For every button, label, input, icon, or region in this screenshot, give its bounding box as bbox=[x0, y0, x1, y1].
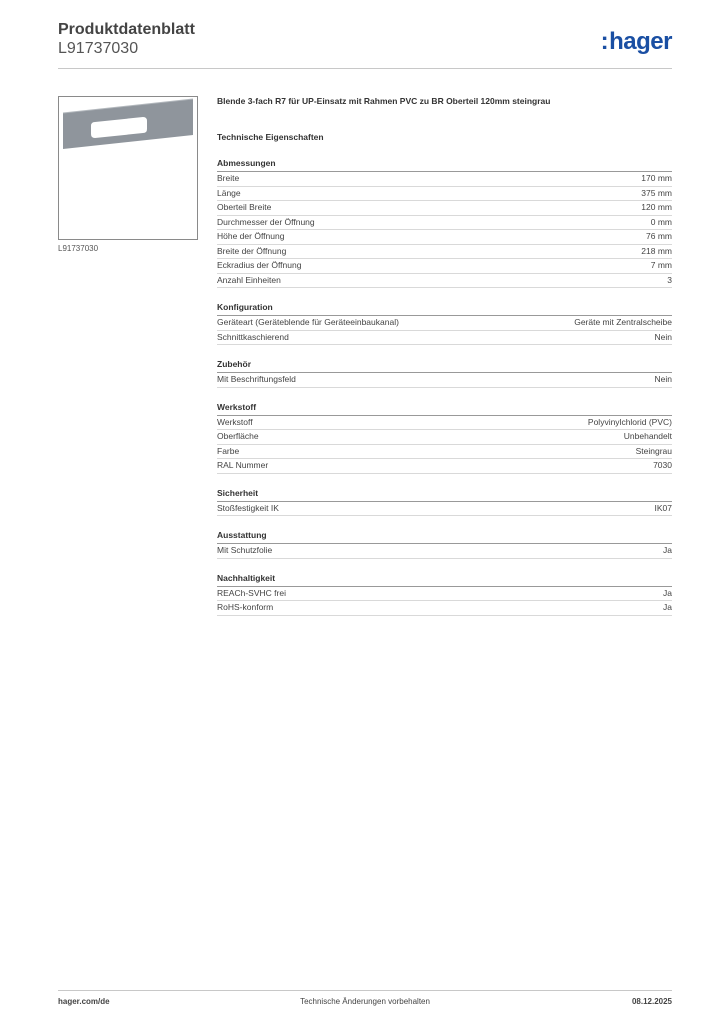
section-nachhaltigkeit bbox=[217, 573, 672, 616]
page-title: Produktdatenblatt bbox=[58, 21, 195, 38]
section-title: Abmessungen bbox=[217, 158, 672, 172]
footer-note: Technische Änderungen vorbehalten bbox=[300, 997, 430, 1006]
property-value: 3 bbox=[667, 274, 672, 285]
property-label: Anzahl Einheiten bbox=[217, 274, 281, 285]
product-title: Blende 3-fach R7 für UP-Einsatz mit Rahmen PVC zu BR Oberteil 120mm steingrau bbox=[217, 96, 551, 106]
section-title: Nachhaltigkeit bbox=[217, 573, 672, 587]
property-row bbox=[217, 373, 672, 388]
property-value: Polyvinylchlorid (PVC) bbox=[587, 416, 672, 427]
property-value: Steingrau bbox=[635, 445, 672, 456]
property-label: REACh-SVHC frei bbox=[217, 587, 286, 598]
property-row bbox=[217, 259, 672, 274]
footer-date: 08.12.2025 bbox=[631, 997, 672, 1006]
property-row bbox=[217, 430, 672, 445]
property-row bbox=[217, 416, 672, 431]
property-label: Geräteart (Geräteblende für Geräteeinbaukanal) bbox=[217, 317, 399, 327]
property-label: Stoßfestigkeit IK bbox=[217, 502, 279, 513]
property-value: 7 mm bbox=[650, 260, 672, 270]
property-row bbox=[217, 274, 672, 289]
property-value: Nein bbox=[654, 331, 672, 342]
section-title: Sicherheit bbox=[217, 488, 672, 502]
section-werkstoff bbox=[217, 402, 672, 474]
property-value: Nein bbox=[654, 374, 672, 384]
hager-logo: :hager bbox=[600, 28, 672, 55]
properties-sections bbox=[217, 158, 672, 616]
property-label: Mit Beschriftungsfeld bbox=[217, 374, 296, 384]
property-value: IK07 bbox=[654, 502, 672, 513]
property-label: Oberteil Breite bbox=[217, 202, 272, 212]
property-value: 120 mm bbox=[641, 202, 672, 212]
property-value: Geräte mit Zentralscheibe bbox=[574, 317, 672, 327]
property-label: Durchmesser der Öffnung bbox=[217, 216, 315, 227]
property-label: Mit Schutzfolie bbox=[217, 545, 273, 555]
property-row bbox=[217, 459, 672, 474]
property-value: 0 mm bbox=[650, 216, 672, 227]
property-label: Farbe bbox=[217, 445, 240, 456]
property-label: Länge bbox=[217, 187, 241, 198]
product-illustration bbox=[59, 97, 197, 239]
image-caption: L91737030 bbox=[58, 244, 99, 253]
property-value: Ja bbox=[663, 602, 672, 612]
section-title: Werkstoff bbox=[217, 402, 672, 416]
property-row bbox=[217, 216, 672, 231]
section-ausstattung bbox=[217, 530, 672, 559]
main-content bbox=[217, 96, 672, 616]
property-row bbox=[217, 502, 672, 517]
property-value: 375 mm bbox=[641, 187, 672, 198]
section-zubehör bbox=[217, 359, 672, 388]
property-row bbox=[217, 172, 672, 187]
property-label: Höhe der Öffnung bbox=[217, 231, 285, 241]
property-label: Schnittkaschierend bbox=[217, 331, 289, 342]
property-value: 170 mm bbox=[641, 173, 672, 183]
property-value: Ja bbox=[663, 545, 672, 555]
property-row bbox=[217, 245, 672, 260]
footer-website: hager.com/de bbox=[58, 997, 110, 1006]
property-label: Breite der Öffnung bbox=[217, 245, 287, 256]
property-row bbox=[217, 587, 672, 602]
property-value: 7030 bbox=[653, 460, 672, 470]
property-label: Werkstoff bbox=[217, 416, 253, 427]
property-row bbox=[217, 187, 672, 202]
property-value: Ja bbox=[663, 587, 672, 598]
technical-properties-heading: Technische Eigenschaften bbox=[217, 132, 324, 142]
property-row bbox=[217, 201, 672, 216]
property-row bbox=[217, 331, 672, 346]
section-konfiguration bbox=[217, 302, 672, 345]
property-row bbox=[217, 230, 672, 245]
header bbox=[58, 20, 195, 58]
header-divider bbox=[58, 68, 672, 69]
section-title: Ausstattung bbox=[217, 530, 672, 544]
property-value: 76 mm bbox=[646, 231, 672, 241]
property-value: Unbehandelt bbox=[623, 431, 672, 441]
property-label: RAL Nummer bbox=[217, 460, 269, 470]
property-label: RoHS-konform bbox=[217, 602, 274, 612]
property-label: Eckradius der Öffnung bbox=[217, 260, 302, 270]
property-row bbox=[217, 316, 672, 331]
footer-divider bbox=[58, 990, 672, 991]
section-abmessungen bbox=[217, 158, 672, 288]
section-title: Konfiguration bbox=[217, 302, 672, 316]
section-title: Zubehör bbox=[217, 359, 672, 373]
product-number: L91737030 bbox=[58, 40, 139, 57]
property-row bbox=[217, 544, 672, 559]
property-label: Breite bbox=[217, 173, 240, 183]
product-image bbox=[58, 96, 198, 240]
property-row bbox=[217, 445, 672, 460]
section-sicherheit bbox=[217, 488, 672, 517]
property-label: Oberfläche bbox=[217, 431, 259, 441]
property-value: 218 mm bbox=[641, 245, 672, 256]
property-row bbox=[217, 601, 672, 616]
